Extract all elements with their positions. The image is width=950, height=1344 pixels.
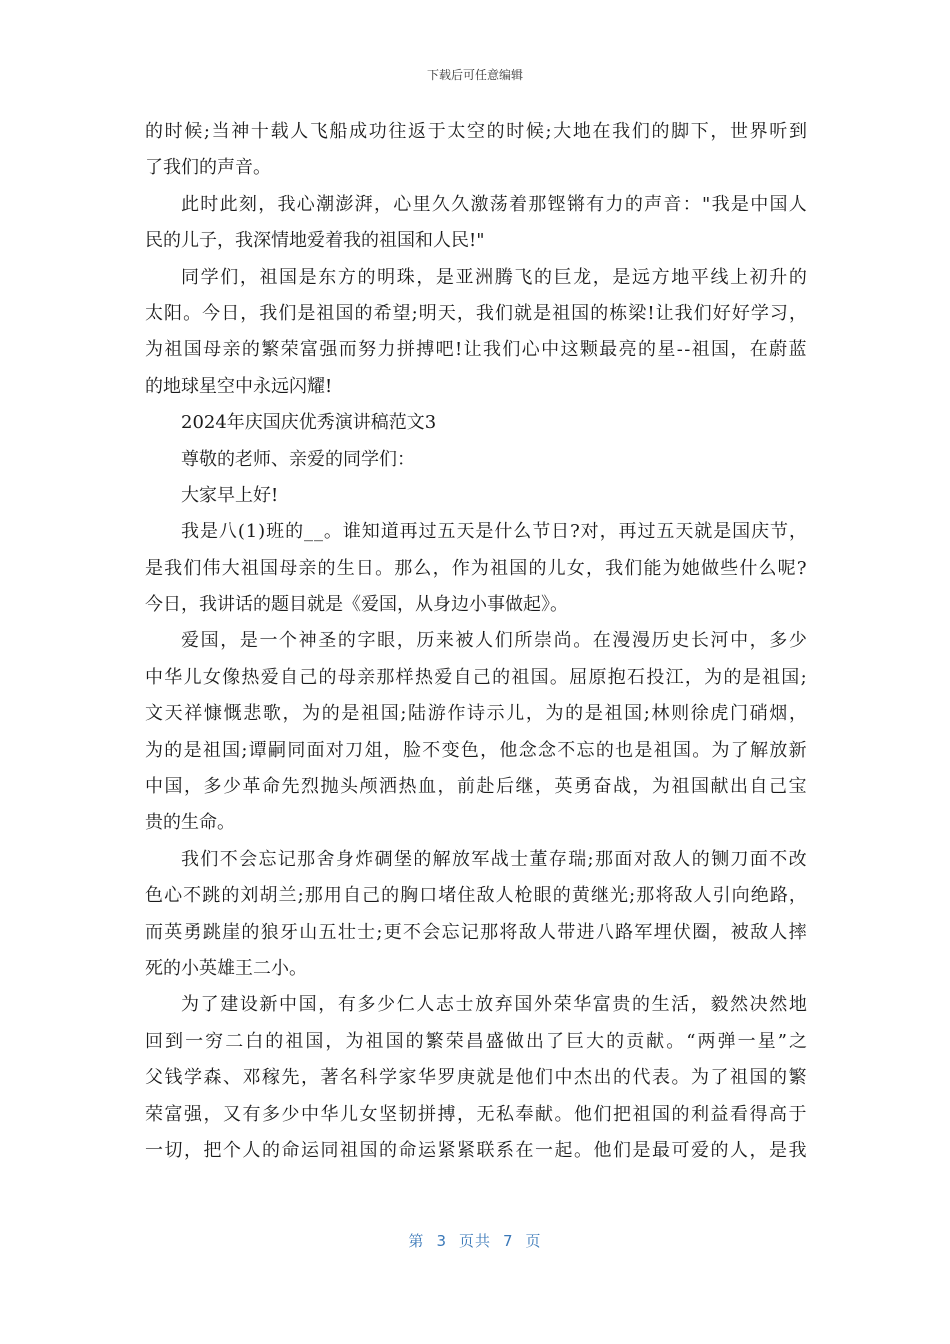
page-header: 下载后可任意编辑 xyxy=(426,68,523,82)
text-line: 太 阳 。 今 日 ， 我 们 是 祖 国 的 希 望 ; 明 天 ， 我 们 就 是 祖 国 的 栋 梁 ! 让 我 们 好 好 学 习 ， xyxy=(145,302,807,324)
document-body xyxy=(145,114,807,1169)
text-line: 同 学 们 ， 祖 国 是 东 方 的 明 珠 ， 是 亚 洲 腾 飞 的 巨 龙 ， 是 远 方 地 平 线 上 初 升 的 xyxy=(181,266,807,288)
text-line: 为 的 是 祖 国 ; 谭 嗣 同 面 对 刀 俎 ， 脸 不 变 色 ， 他 念 念 不 忘 的 也 是 祖 国 。 为 了 解 放 新 xyxy=(145,739,807,761)
text-line: 尊敬的老师、亲爱的同学们： xyxy=(181,448,415,470)
footer-prefix: 第 xyxy=(408,1232,425,1250)
text-line: 为 祖 国 母 亲 的 繁 荣 富 强 而 努 力 拼 搏 吧 ! 让 我 们 心 中 这 颗 最 亮 的 星 - - 祖 国 ， 在 蔚 蓝 xyxy=(145,339,807,361)
footer-page-number: 3 xyxy=(436,1232,447,1250)
text-line: 爱 国 ， 是 一 个 神 圣 的 字 眼 ， 历 来 被 人 们 所 崇 尚 。 在 漫 漫 历 史 长 河 中 ， 多 少 xyxy=(181,630,807,652)
text-line: 色 心 不 跳 的 刘 胡 兰 ; 那 用 自 己 的 胸 口 堵 住 敌 人 枪 眼 的 黄 继 光 ; 那 将 敌 人 引 向 绝 路 ， xyxy=(145,885,807,907)
footer-suffix: 页 xyxy=(525,1232,542,1250)
text-line: 荣 富 强 ， 又 有 多 少 中 华 儿 女 坚 韧 拼 搏 ， 无 私 奉 献 。 他 们 把 祖 国 的 利 益 看 得 高 于 xyxy=(145,1103,807,1125)
text-line: 了我们的声音。 xyxy=(145,157,271,179)
text-line: 中 国 ， 多 少 革 命 先 烈 抛 头 颅 洒 热 血 ， 前 赴 后 继 ， 英 勇 奋 战 ， 为 祖 国 献 出 自 己 宝 xyxy=(145,776,807,798)
page-footer xyxy=(0,1230,950,1251)
text-line: 我 是 八 ( 1 ) 班 的 _ _ 。 谁 知 道 再 过 五 天 是 什 么 节 日 ? 对 ， 再 过 五 天 就 是 国 庆 节 ， xyxy=(181,521,807,543)
footer-total-pages: 7 xyxy=(503,1232,514,1250)
footer-mid: 页共 xyxy=(458,1232,491,1250)
text-line: 我 们 不 会 忘 记 那 舍 身 炸 碉 堡 的 解 放 军 战 士 董 存 瑞 ; 那 面 对 敌 人 的 铡 刀 面 不 改 xyxy=(181,848,807,870)
text-line: 2024年庆国庆优秀演讲稿范文3 xyxy=(181,412,437,434)
text-line: 的 时 候 ; 当 神 十 载 人 飞 船 成 功 往 返 于 太 空 的 时 候 ; 大 地 在 我 们 的 脚 下 ， 世 界 听 到 xyxy=(145,121,807,142)
text-line: 民的儿子，我深情地爱着我的祖国和人民!" xyxy=(145,230,485,252)
text-line: 的地球星空中永远闪耀! xyxy=(145,375,333,397)
text-line: 父 钱 学 森 、 邓 稼 先 ， 著 名 科 学 家 华 罗 庚 就 是 他 们 中 杰 出 的 代 表 。 为 了 祖 国 的 繁 xyxy=(145,1067,807,1089)
text-line: 是 我 们 伟 大 祖 国 母 亲 的 生 日 。 那 么 ， 作 为 祖 国 的 儿 女 ， 我 们 能 为 她 做 些 什 么 呢 ? xyxy=(145,557,807,579)
text-line: 贵的生命。 xyxy=(145,812,235,834)
text-line: 而 英 勇 跳 崖 的 狼 牙 山 五 壮 士 ; 更 不 会 忘 记 那 将 敌 人 带 进 八 路 军 埋 伏 圈 ， 被 敌 人 摔 xyxy=(145,921,807,943)
text-line: 为 了 建 设 新 中 国 ， 有 多 少 仁 人 志 士 放 弃 国 外 荣 华 富 贵 的 生 活 ， 毅 然 决 然 地 xyxy=(181,994,807,1016)
text-line: 今日，我讲话的题目就是《爱国，从身边小事做起》。 xyxy=(145,594,568,616)
text-line: 文 天 祥 慷 慨 悲 歌 ， 为 的 是 祖 国 ; 陆 游 作 诗 示 儿 ， 为 的 是 祖 国 ; 林 则 徐 虎 门 硝 烟 ， xyxy=(145,703,807,725)
text-line: 死的小英雄王二小。 xyxy=(145,957,307,979)
text-line: 中 华 儿 女 像 热 爱 自 己 的 母 亲 那 样 热 爱 自 己 的 祖 国 。 屈 原 抱 石 投 江 ， 为 的 是 祖 国 ; xyxy=(145,666,807,688)
text-line: 此 时 此 刻 ， 我 心 潮 澎 湃 ， 心 里 久 久 激 荡 着 那 铿 锵 有 力 的 声 音 ： " 我 是 中 国 人 xyxy=(181,193,807,215)
text-line: 一 切 ， 把 个 人 的 命 运 同 祖 国 的 命 运 紧 紧 联 系 在 一 起 。 他 们 是 最 可 爱 的 人 ， 是 我 xyxy=(145,1139,807,1161)
text-line: 大家早上好! xyxy=(181,484,279,506)
text-line: 回 到 一 穷 二 白 的 祖 国 ， 为 祖 国 的 繁 荣 昌 盛 做 出 了 巨 大 的 贡 献 。 “ 两 弹 一 星 ” 之 xyxy=(145,1030,807,1052)
